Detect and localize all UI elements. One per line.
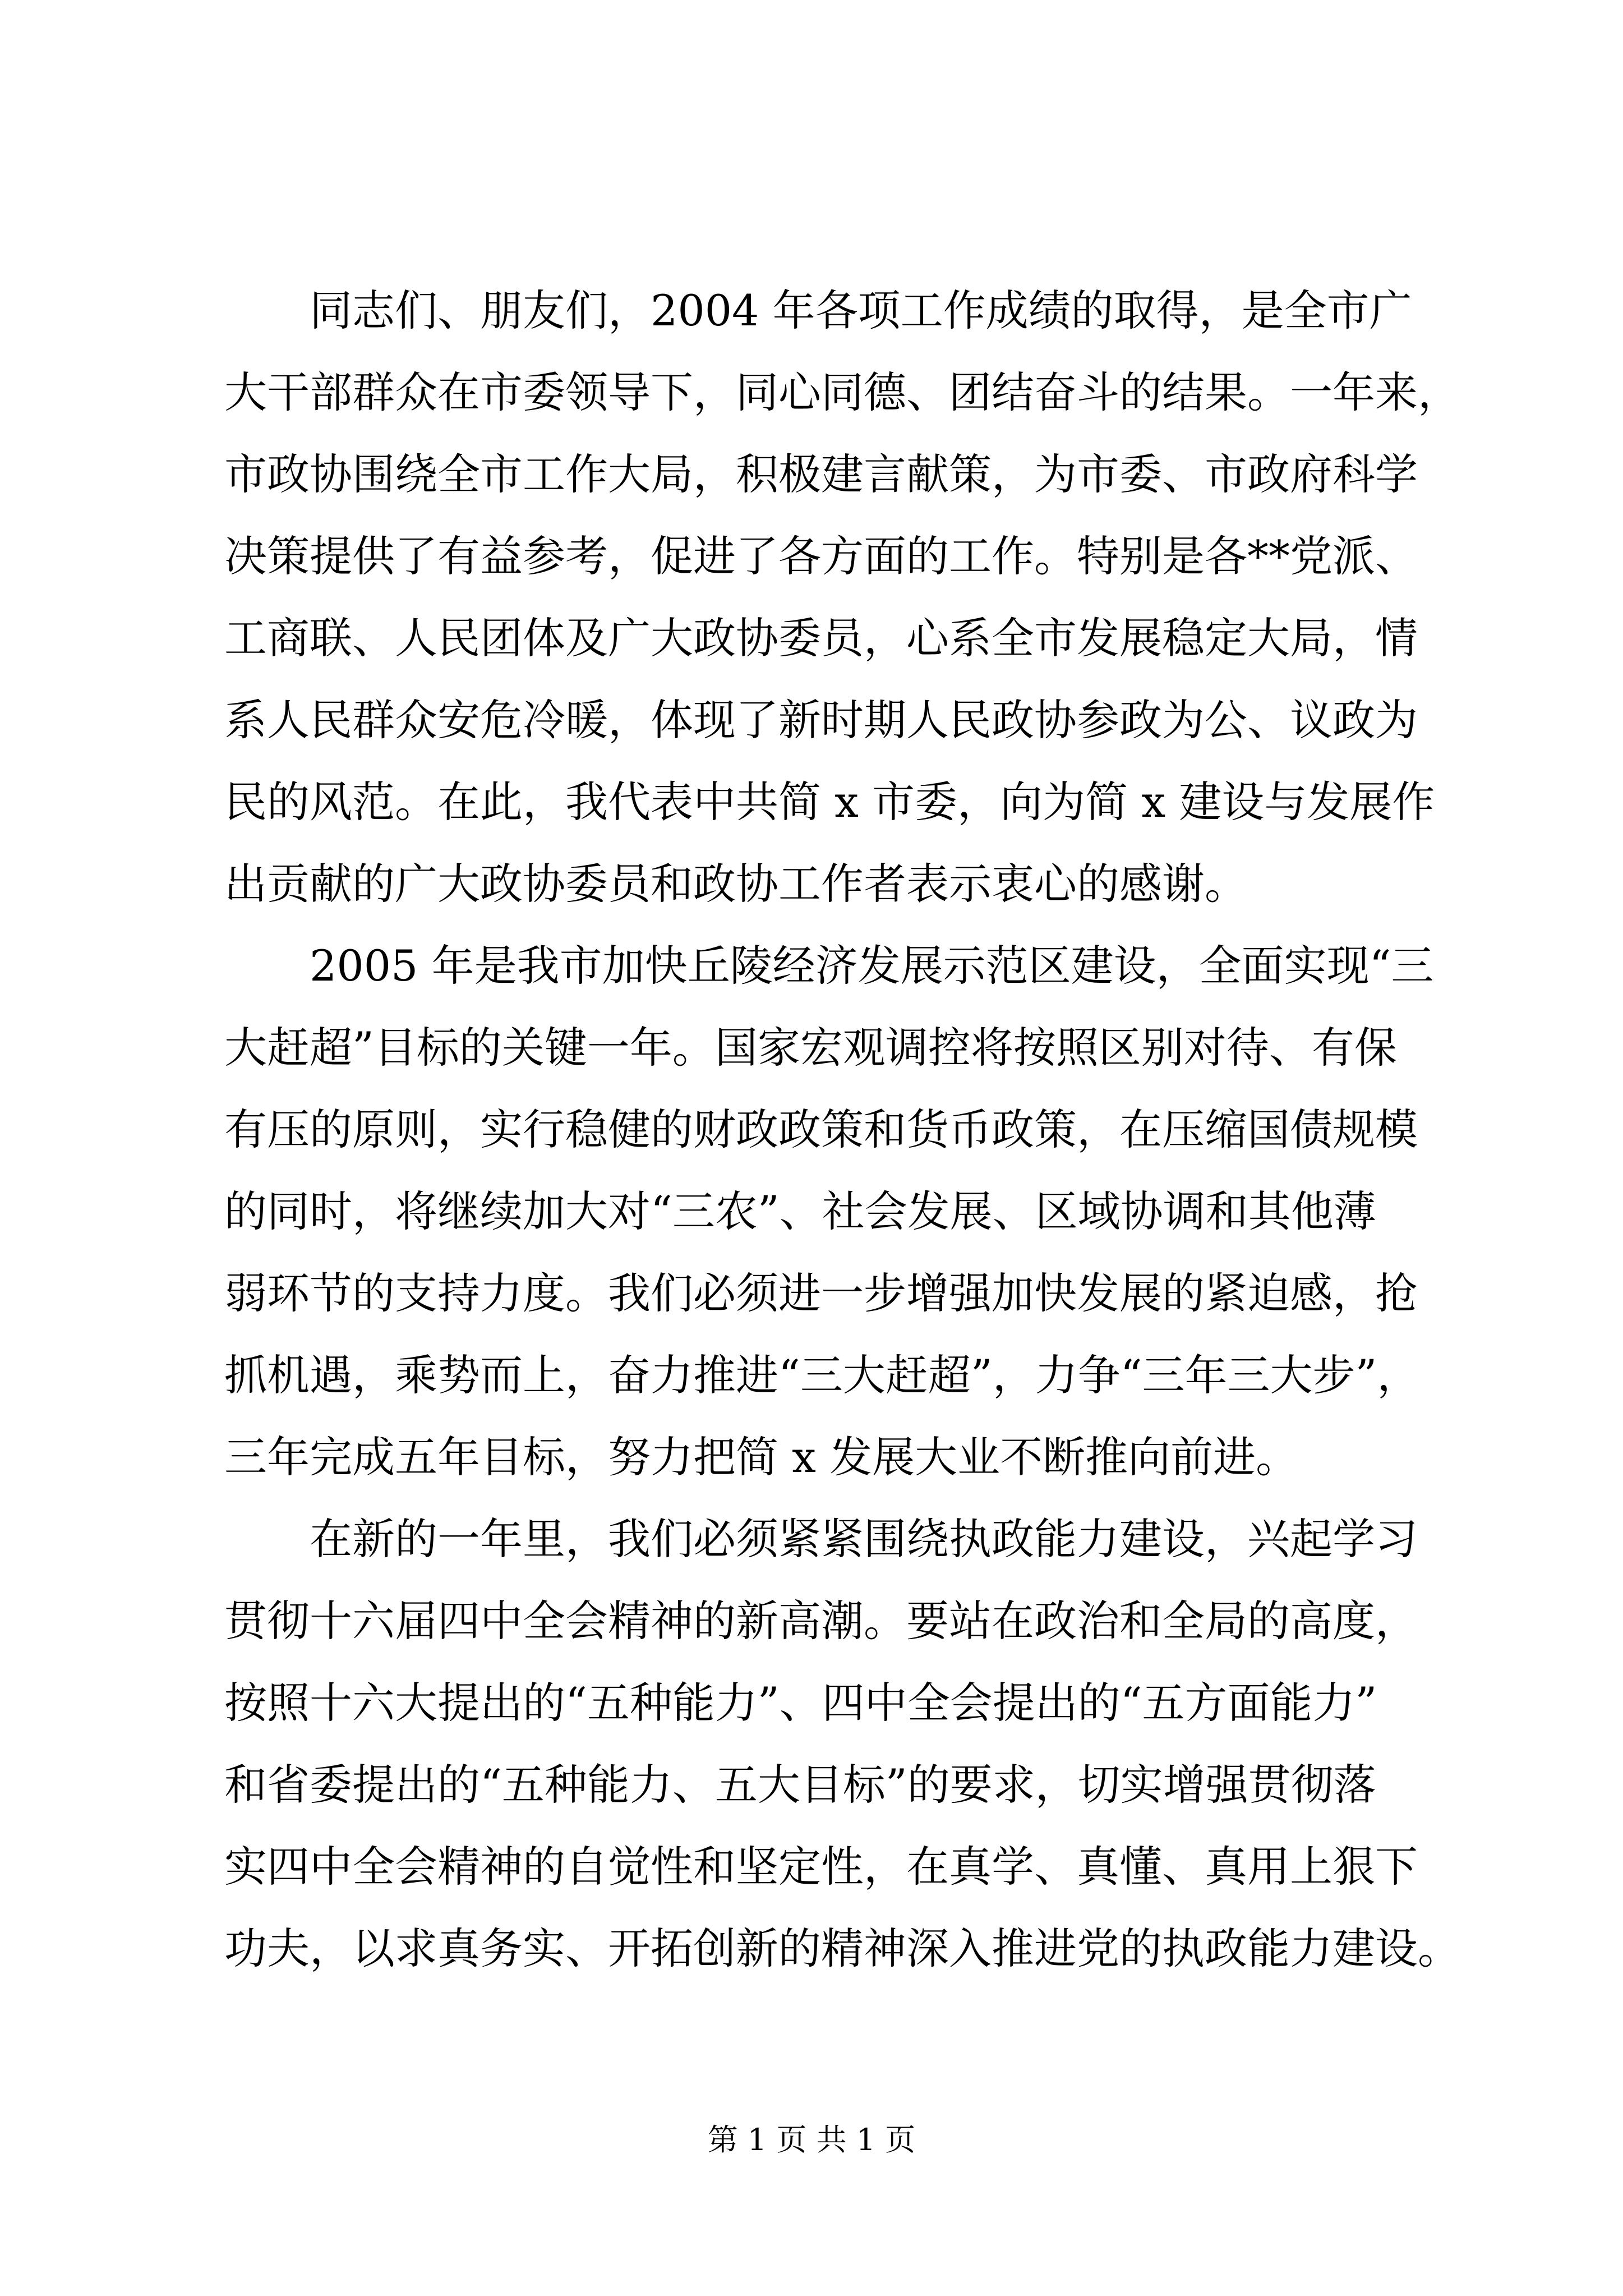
paragraph-line: 决策提供了有益参考，促进了各方面的工作。特别是各**党派、 (224, 531, 1418, 581)
paragraph-line: 工商联、人民团体及广大政协委员，心系全市发展稳定大局，情 (224, 613, 1418, 663)
paragraph-line: 大干部群众在市委领导下，同心同德、团结奋斗的结果。一年来， (224, 367, 1460, 417)
paragraph-1 (224, 280, 1460, 936)
paragraph-line: 市政协围绕全市工作大局，积极建言献策，为市委、市政府科学 (224, 449, 1418, 499)
paragraph-line: 三年完成五年目标，努力把简 x 发展大业不断推向前进。 (224, 1432, 1299, 1482)
paragraph-line: 抓机遇，乘势而上，奋力推进“三大赶超”，力争“三年三大步”， (224, 1350, 1420, 1400)
paragraph-line: 出贡献的广大政协委员和政协工作者表示衷心的感谢。 (224, 859, 1247, 909)
paragraph-line: 实四中全会精神的自觉性和坚定性，在真学、真懂、真用上狠下 (224, 1842, 1418, 1892)
paragraph-line: 弱环节的支持力度。我们必须进一步增强加快发展的紧迫感，抢 (224, 1268, 1418, 1318)
paragraph-line: 民的风范。在此，我代表中共简 x 市委，向为简 x 建设与发展作 (224, 777, 1435, 827)
paragraph-2 (224, 936, 1434, 1509)
paragraph-line: 和省委提出的“五种能力、五大目标”的要求，切实增强贯彻落 (224, 1760, 1376, 1810)
paragraph-line: 同志们、朋友们，2004 年各项工作成绩的取得，是全市广 (310, 286, 1412, 335)
paragraph-line: 2005 年是我市加快丘陵经济发展示范区建设，全面实现“三 (310, 941, 1434, 991)
paragraph-3 (224, 1509, 1460, 2000)
paragraph-line: 大赶超”目标的关键一年。国家宏观调控将按照区别对待、有保 (224, 1023, 1397, 1073)
paragraph-line: 贯彻十六届四中全会精神的新高潮。要站在政治和全局的高度， (224, 1596, 1418, 1646)
paragraph-line: 的同时，将继续加大对“三农”、社会发展、区域协调和其他薄 (224, 1186, 1376, 1236)
page-footer (0, 2120, 1623, 2160)
paragraph-line: 系人民群众安危冷暖，体现了新时期人民政协参政为公、议政为 (224, 695, 1418, 745)
paragraph-line: 按照十六大提出的“五种能力”、四中全会提出的“五方面能力” (224, 1678, 1377, 1728)
paragraph-line: 有压的原则，实行稳健的财政政策和货币政策，在压缩国债规模 (224, 1105, 1418, 1154)
paragraph-line: 功夫，以求真务实、开拓创新的精神深入推进党的执政能力建设。 (224, 1924, 1460, 1973)
document-body (224, 280, 1460, 2000)
paragraph-line: 在新的一年里，我们必须紧紧围绕执政能力建设，兴起学习 (310, 1514, 1418, 1564)
page-number: 第 1 页 共 1 页 (707, 2122, 916, 2157)
